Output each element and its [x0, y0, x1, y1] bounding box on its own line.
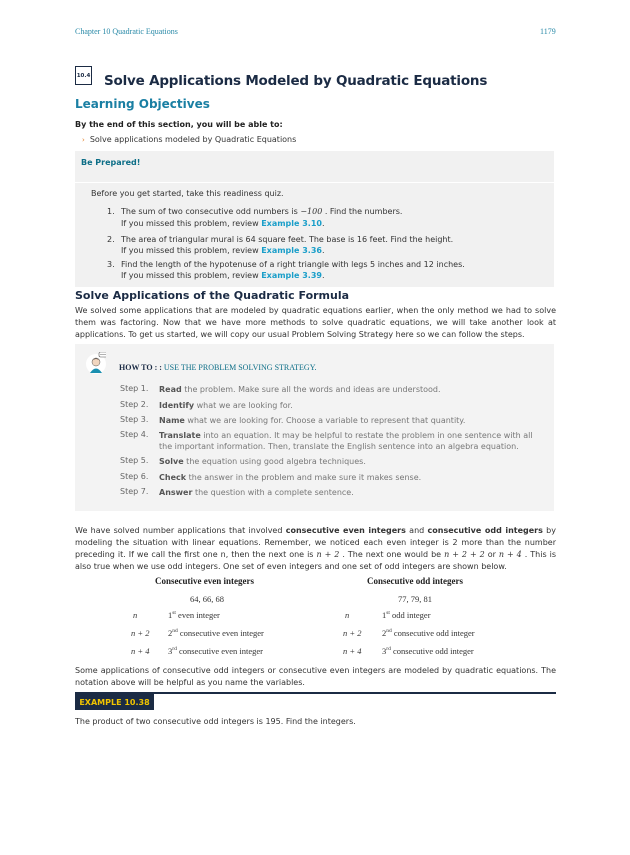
step-text: Identify what we are looking for. — [159, 401, 293, 410]
step-label: Step 4. — [120, 430, 149, 439]
intro-paragraph: We solved some applications that are modeled by quadratic equations earlier, when the only method we had to solve them was factoring. Now that we have more methods to solve quadratic equations, we will take another look at applications. To get us started, we will copy our usual Problem Solving Strategy here so we can follow the steps. — [75, 306, 556, 339]
example-link[interactable]: Example 3.10 — [261, 219, 322, 228]
odd-expr: n + 2 — [343, 628, 362, 638]
step-label: Step 7. — [120, 487, 149, 496]
section-title: Solve Applications Modeled by Quadratic Equations — [104, 73, 488, 89]
consecutive-paragraph: We have solved number applications that involved consecutive even integers and consecutive odd integers by modeling the situation with linear equations. Remember, we noticed each even integer is 2 more than the number preceding it. If we call the first one n, then the next one is n + 2 . The next one would be n + 2 + 2 or n + 4 . This is also true when we use odd integers. One set of even integers and one set of odd integers are shown below. — [75, 526, 556, 571]
odd-example: 77, 79, 81 — [398, 594, 432, 604]
howto-label: HOW TO : : — [119, 363, 162, 372]
step-text: Answer the question with a complete sentence. — [159, 488, 354, 497]
step-text: Name what we are looking for. Choose a variable to represent that quantity. — [159, 416, 466, 425]
even-example: 64, 66, 68 — [190, 594, 224, 604]
step-label: Step 3. — [120, 415, 149, 424]
even-expr: n + 2 — [131, 628, 150, 638]
quiz-number: 3. — [107, 260, 115, 269]
learning-objective-text: Solve applications modeled by Quadratic Equations — [89, 135, 297, 144]
odd-integers-heading: Consecutive odd integers — [367, 576, 463, 586]
person-avatar-icon — [86, 354, 106, 374]
example-link[interactable]: Example 3.36 — [261, 246, 322, 255]
page-number: 1179 — [540, 27, 556, 36]
be-prepared-divider — [75, 182, 554, 183]
be-prepared-intro: Before you get started, take this readiness quiz. — [91, 189, 284, 198]
quiz-review: If you missed this problem, review Example 3.39. — [121, 271, 325, 280]
running-head-chapter: Chapter 10 Quadratic Equations — [75, 27, 178, 36]
odd-desc: 2nd consecutive odd integer — [382, 628, 475, 638]
odd-expr: n + 4 — [343, 646, 362, 656]
odd-desc: 1st odd integer — [382, 610, 431, 620]
example-text: The product of two consecutive odd integers is 195. Find the integers. — [75, 717, 356, 726]
step-text: Solve the equation using good algebra techniques. — [159, 457, 366, 466]
section-number-badge: 10.4 — [75, 66, 92, 85]
quiz-math: −100 — [300, 207, 323, 216]
even-desc: 1st even integer — [168, 610, 220, 620]
step-label: Step 2. — [120, 400, 149, 409]
step-text: Check the answer in the problem and make sure it makes sense. — [159, 473, 422, 482]
odd-expr: n — [345, 610, 350, 620]
quiz-number: 2. — [107, 235, 115, 244]
even-expr: n — [133, 610, 138, 620]
subsection-heading: Solve Applications of the Quadratic Formula — [75, 289, 350, 302]
bullet-arrow-icon: › — [82, 136, 85, 144]
even-expr: n + 4 — [131, 646, 150, 656]
quiz-question: Find the length of the hypotenuse of a right triangle with legs 5 inches and 12 inches. — [121, 260, 465, 269]
howto-title-text: USE THE PROBLEM SOLVING STRATEGY. — [163, 363, 317, 372]
quiz-question: The sum of two consecutive odd numbers is −100 . Find the numbers. — [121, 207, 403, 216]
odd-desc: 3rd consecutive odd integer — [382, 646, 474, 656]
step-label: Step 5. — [120, 456, 149, 465]
step-label: Step 6. — [120, 472, 149, 481]
even-desc: 2nd consecutive even integer — [168, 628, 264, 638]
quiz-question: The area of triangular mural is 64 square feet. The base is 16 feet. Find the height. — [121, 235, 454, 244]
example-badge: EXAMPLE 10.38 — [75, 694, 154, 710]
step-text: Read the problem. Make sure all the words and ideas are understood. — [159, 385, 441, 394]
quiz-review: If you missed this problem, review Example 3.36. — [121, 246, 325, 255]
example-link[interactable]: Example 3.39 — [261, 271, 322, 280]
after-table-paragraph: Some applications of consecutive odd integers or consecutive even integers are modeled by quadratic equations. The notation above will be helpful as you name the variables. — [75, 666, 556, 687]
learning-objective-item — [82, 135, 296, 144]
learning-objectives-lead: By the end of this section, you will be able to: — [75, 120, 283, 129]
step-label: Step 1. — [120, 384, 149, 393]
be-prepared-label: Be Prepared! — [81, 158, 141, 167]
quiz-review: If you missed this problem, review Example 3.10. — [121, 219, 325, 228]
quiz-number: 1. — [107, 207, 115, 216]
howto-title — [119, 363, 316, 372]
even-integers-heading: Consecutive even integers — [155, 576, 254, 586]
step-text: Translate into an equation. It may be helpful to restate the problem in one sentence with all the important information. Then, translate the English sentence into an algebra equation. — [159, 431, 533, 451]
learning-objectives-heading: Learning Objectives — [75, 97, 210, 111]
even-desc: 3rd consecutive even integer — [168, 646, 263, 656]
